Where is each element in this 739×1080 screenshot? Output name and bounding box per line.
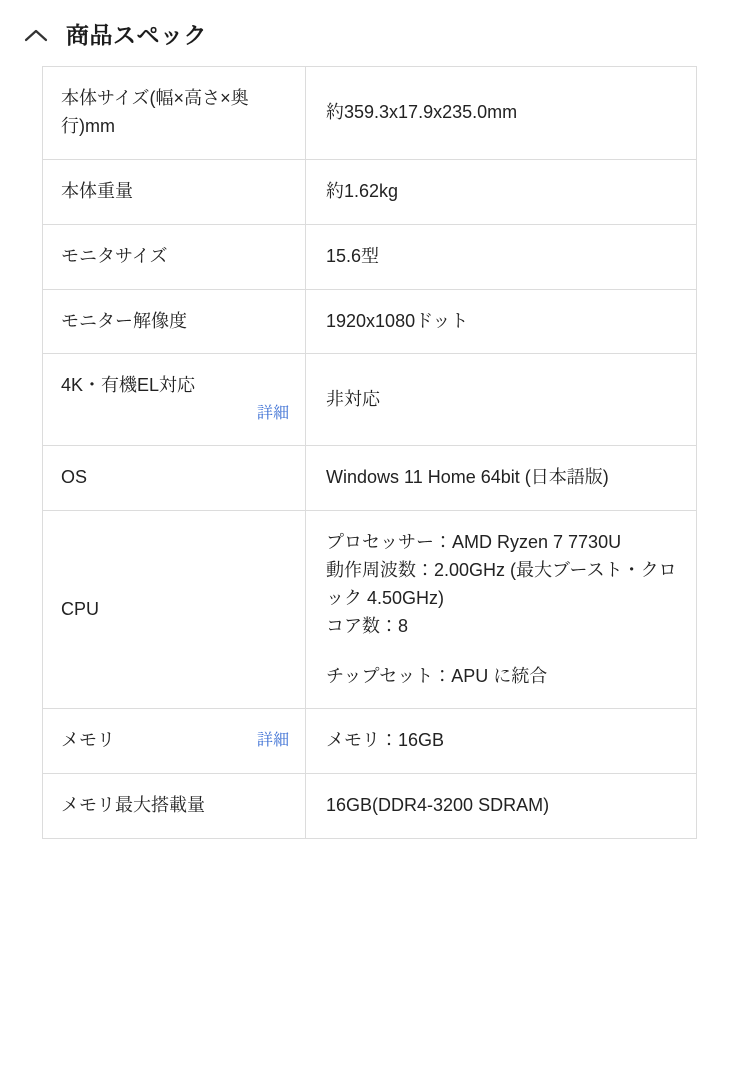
spec-value-line: 15.6型 [326,245,380,266]
spec-value-line: 約1.62kg [326,180,399,201]
spec-value-line: 約359.3x17.9x235.0mm [326,101,518,122]
spec-table-body [43,67,697,839]
spec-value-cell [306,354,697,446]
spec-label-text: モニター解像度 [61,310,187,331]
spec-label-text: OS [61,467,88,488]
spec-value-lines [326,386,682,414]
spec-label-cell [43,159,306,224]
spec-label-text: 4K・有機EL対応 [61,375,196,396]
spec-value-lines [326,529,682,690]
table-row [43,446,697,511]
spec-value-lines [326,464,682,492]
spec-section-header[interactable] [0,0,739,66]
spec-value-cell [306,159,697,224]
spec-label-cell [43,774,306,839]
spec-value-line: 1920x1080ドット [326,310,469,331]
spec-table [42,66,697,839]
table-row [43,511,697,709]
spec-label-text: モニタサイズ [61,245,168,266]
spec-value-lines [326,308,682,336]
spec-label-cell [43,67,306,160]
spec-value-lines [326,99,682,127]
spec-value-line: メモリ：16GB [326,730,445,751]
detail-link[interactable]: 詳細 [256,405,289,423]
spec-label-cell [43,224,306,289]
spec-value-line: 動作周波数：2.00GHz (最大ブースト・クロック 4.50GHz) [326,559,677,608]
spec-value-lines [326,792,682,820]
table-row [43,354,697,446]
spec-value-lines [326,727,682,755]
spec-label-text: メモリ最大搭載量 [61,795,205,816]
spec-label-text: メモリ [61,730,115,751]
table-row [43,709,697,774]
spec-value-line: コア数：8 [326,615,409,636]
chevron-up-icon[interactable] [22,22,50,50]
spec-value-lines [326,243,682,271]
spec-label-wrap [61,727,289,755]
table-row [43,159,697,224]
spec-value-line: チップセット：APU に統合 [326,665,548,686]
spec-label-cell [43,446,306,511]
spec-label-cell [43,511,306,709]
spec-value-lines [326,178,682,206]
spec-value-line: 非対応 [326,388,380,409]
spec-value-line: Windows 11 Home 64bit (日本語版) [326,467,609,488]
spec-label-cell [43,709,306,774]
table-row [43,774,697,839]
spec-value-cell [306,67,697,160]
detail-link[interactable]: 詳細 [256,732,289,750]
spec-value-cell [306,446,697,511]
spec-value-line: 16GB(DDR4-3200 SDRAM) [326,795,550,816]
spec-value-cell [306,289,697,354]
spec-label-text: 本体サイズ(幅×高さ×奥行)mm [61,88,249,136]
spec-value-line: プロセッサー：AMD Ryzen 7 7730U [326,532,622,553]
spec-value-cell [306,224,697,289]
spec-value-cell [306,774,697,839]
table-row [43,67,697,160]
page-title: 商品スペック [66,22,207,49]
spec-label-text: CPU [61,598,100,619]
spec-label-cell [43,289,306,354]
spec-value-cell [306,709,697,774]
spec-label-text: 本体重量 [61,180,133,201]
table-row [43,289,697,354]
table-row [43,224,697,289]
spec-value-cell [306,511,697,709]
spec-label-cell [43,354,306,446]
